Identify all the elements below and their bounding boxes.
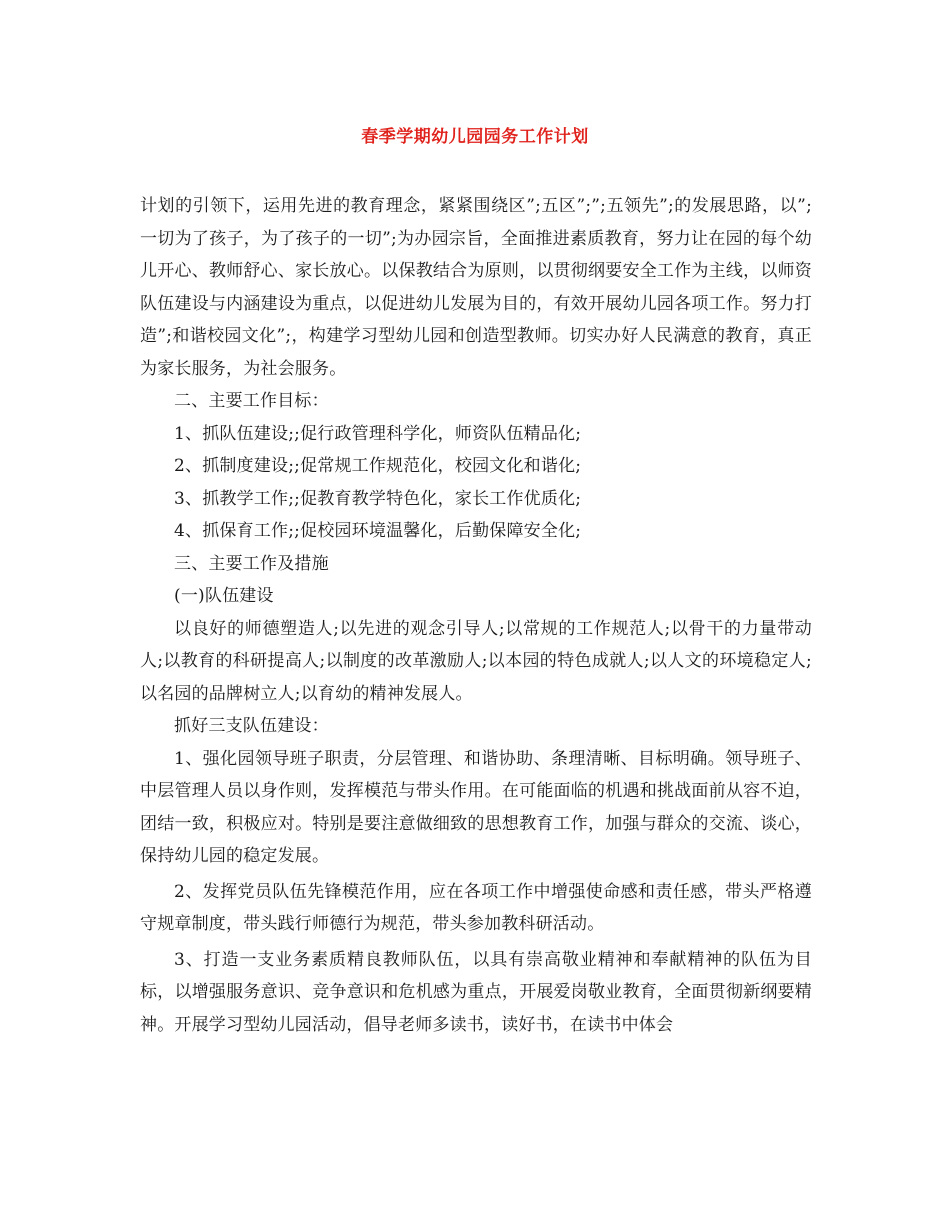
heading-team-building: (一)队伍建设	[174, 586, 274, 606]
paragraph-intro: 计划的引领下，运用先进的教育理念，紧紧围绕区”;五区”;”;五领先”;的发展思路，以”;一切为了孩子，为了孩子的一切”;为办园宗旨，全面推进素质教育，努力让在园的每个幼儿开心、教师舒心、家长放心。以保教结合为原则，以贯彻纲要安全工作为主线，以师资队伍建设与内涵建设为重点，以促进幼儿发展为目的，有效开展幼儿园各项工作。努力打造”;和谐校园文化”;，构建学习型幼儿园和创造型教师。切实办好人民满意的教育，真正为家长服务，为社会服务。	[140, 196, 812, 379]
paragraph-three-teams: 抓好三支队伍建设：	[174, 716, 329, 736]
list-item-goal-3: 3、抓教学工作;;促教育教学特色化，家长工作优质化;	[174, 488, 582, 509]
document-title: 春季学期幼儿园园务工作计划	[361, 127, 589, 147]
list-item-goal-4: 4、抓保育工作;;促校园环境温馨化，后勤保障安全化;	[174, 521, 582, 541]
paragraph-party-members: 2、发挥党员队伍先锋模范作用，应在各项工作中增强使命感和责任感，带头严格遵守规章制度，带头践行师德行为规范，带头参加教科研活动。	[140, 881, 812, 934]
paragraph-leadership: 1、强化园领导班子职责，分层管理、和谐协助、条理清晰、目标明确。领导班子、中层管理人员以身作则，发挥模范与带头作用。在可能面临的机遇和挑战面前从容不迫，团结一致，积极应对。特别是要注意做细致的思想教育工作，加强与群众的交流、谈心，保持幼儿园的稳定发展。	[140, 748, 812, 866]
paragraph-team-principles: 以良好的师德塑造人;以先进的观念引导人;以常规的工作规范人;以骨干的力量带动人;以教育的科研提高人;以制度的改革激励人;以本园的特色成就人;以人文的环境稳定人;以名园的品牌树立人;以育幼的精神发展人。	[140, 618, 812, 704]
heading-measures: 三、主要工作及措施	[174, 553, 329, 574]
document-body	[140, 190, 812, 1041]
list-item-goal-1: 1、抓队伍建设;;促行政管理科学化，师资队伍精品化;	[174, 423, 582, 444]
list-item-goal-2: 2、抓制度建设;;促常规工作规范化，校园文化和谐化;	[174, 456, 582, 476]
heading-goals: 二、主要工作目标：	[174, 391, 329, 411]
paragraph-teacher-team: 3、打造一支业务素质精良教师队伍，以具有崇高敬业精神和奉献精神的队伍为目标，以增强服务意识、竞争意识和危机感为重点，开展爱岗敬业教育，全面贯彻新纲要精神。开展学习型幼儿园活动，倡导老师多读书，读好书，在读书中体会	[140, 949, 812, 1035]
